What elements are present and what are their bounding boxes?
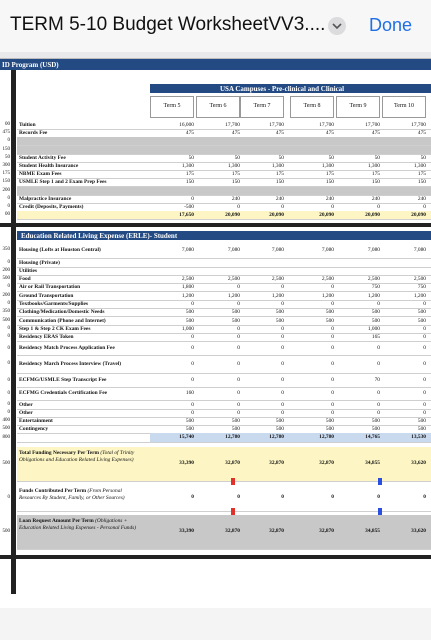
- cell-value[interactable]: 1,200: [413, 292, 426, 299]
- cell-value[interactable]: 0: [191, 344, 194, 351]
- spreadsheet[interactable]: [0, 58, 431, 609]
- cell-value[interactable]: 0: [331, 390, 334, 396]
- bottom-divider: [0, 555, 431, 559]
- term-header: Term 6: [196, 96, 240, 118]
- cell-value[interactable]: 0: [237, 361, 240, 367]
- summary-line: [17, 549, 431, 550]
- cell-value[interactable]: 1,200: [321, 292, 334, 299]
- summary-line: [17, 511, 431, 512]
- row-left-value: 0: [7, 409, 10, 415]
- cell-value[interactable]: 500: [417, 309, 426, 316]
- row-label: Records Fee: [19, 130, 48, 137]
- section-divider: [0, 223, 431, 227]
- row-label: Ground Transportation: [19, 292, 74, 299]
- row-left-value: 200: [2, 292, 10, 298]
- cell-value[interactable]: 0: [191, 361, 194, 367]
- cell-value[interactable]: 500: [231, 317, 240, 324]
- cell-value[interactable]: 500: [325, 417, 334, 424]
- row-left-value: 175: [2, 171, 10, 177]
- summary-title: Loan Request Amount Per Term: [19, 518, 94, 525]
- summary-value[interactable]: 33,390: [179, 528, 194, 535]
- cell-value[interactable]: 240: [275, 195, 284, 202]
- row-left-value: 0: [7, 345, 10, 351]
- row-left-value: 0: [7, 377, 10, 383]
- summary-value[interactable]: 34,855: [365, 460, 380, 467]
- cell-value[interactable]: 150: [371, 179, 380, 186]
- summary-value[interactable]: 33,390: [179, 460, 194, 467]
- cell-value[interactable]: 7,080: [227, 247, 240, 254]
- gray-row: [17, 146, 431, 154]
- cell-value[interactable]: 7,080: [321, 247, 334, 254]
- cell-value[interactable]: 0: [281, 325, 284, 332]
- cell-value[interactable]: 1,200: [181, 292, 194, 299]
- cell-value[interactable]: 0: [281, 390, 284, 396]
- summary-value[interactable]: 32,870: [269, 528, 284, 535]
- cell-value[interactable]: 175: [275, 171, 284, 178]
- cell-value[interactable]: 0: [331, 401, 334, 408]
- title-menu-button[interactable]: [328, 17, 346, 35]
- cell-value[interactable]: 150: [275, 179, 284, 186]
- cell-value[interactable]: 150: [417, 179, 426, 186]
- cell-value[interactable]: 0: [281, 204, 284, 210]
- summary-note: (Obligations + Education Related Living Expenses - Personal Funds): [19, 518, 137, 532]
- term-header: Term 10: [382, 96, 426, 118]
- cell-value[interactable]: 50: [188, 154, 194, 161]
- cell-value[interactable]: 475: [185, 130, 194, 137]
- cell-value[interactable]: 2,500: [181, 276, 194, 283]
- row-label: Food: [19, 276, 31, 283]
- table-row[interactable]: [0, 267, 431, 275]
- cell-value[interactable]: 0: [377, 204, 380, 210]
- cell-value[interactable]: 175: [185, 171, 194, 178]
- cell-value[interactable]: 1,200: [227, 292, 240, 299]
- cell-value[interactable]: 0: [331, 344, 334, 351]
- cell-value[interactable]: 2,500: [367, 276, 380, 283]
- cell-value[interactable]: 240: [417, 195, 426, 202]
- cell-value[interactable]: 0: [237, 204, 240, 210]
- summary-title: Total Funding Necessary Per Term: [19, 450, 99, 457]
- cell-value[interactable]: 70: [374, 376, 380, 383]
- cell-value[interactable]: 0: [423, 361, 426, 367]
- blue-marker: [378, 508, 382, 515]
- row-left-value: 500: [2, 276, 10, 282]
- summary-value[interactable]: 32,870: [319, 528, 334, 535]
- cell-value[interactable]: 7,080: [181, 247, 194, 254]
- summary-value[interactable]: 0: [331, 494, 334, 501]
- cell-value[interactable]: 500: [417, 417, 426, 424]
- row-left-value: 500: [2, 426, 10, 432]
- cell-value[interactable]: 500: [231, 417, 240, 424]
- summary-value[interactable]: 0: [237, 494, 240, 501]
- cell-value[interactable]: 50: [328, 154, 334, 161]
- summary-label: [19, 488, 139, 502]
- summary-value[interactable]: 33,620: [411, 460, 426, 467]
- row-label: ECFMG Credentials Certification Fee: [19, 390, 108, 396]
- row-left-value: 0: [7, 204, 10, 209]
- cell-value[interactable]: 1,000: [367, 325, 380, 332]
- row-left-value: 150: [2, 179, 10, 185]
- row-left-value: 0: [7, 195, 10, 201]
- cell-value[interactable]: 0: [237, 334, 240, 341]
- cell-value[interactable]: 0: [423, 344, 426, 351]
- cell-value[interactable]: 0: [281, 361, 284, 367]
- summary-note: (From Personal Resources By Student, Family, or Other Sources): [19, 488, 125, 502]
- row-label: ECFMG/USMLE Step Transcript Fee: [19, 376, 107, 383]
- cell-value[interactable]: 0: [237, 325, 240, 332]
- cell-value[interactable]: 14,765: [365, 434, 380, 441]
- cell-value[interactable]: 500: [185, 317, 194, 324]
- red-marker: [231, 508, 235, 515]
- cell-value[interactable]: 500: [371, 417, 380, 424]
- cell-value[interactable]: 0: [281, 301, 284, 307]
- cell-value[interactable]: 500: [325, 309, 334, 316]
- cell-value[interactable]: 150: [325, 179, 334, 186]
- red-marker: [231, 478, 235, 485]
- cell-value[interactable]: 0: [377, 344, 380, 351]
- cell-value[interactable]: 2,500: [321, 276, 334, 283]
- cell-value[interactable]: 750: [371, 284, 380, 291]
- cell-value[interactable]: 17,700: [269, 122, 284, 128]
- cell-value[interactable]: 1,300: [367, 163, 380, 169]
- cell-value[interactable]: 0: [423, 334, 426, 341]
- cell-value[interactable]: 1,200: [367, 292, 380, 299]
- row-left-value: 0: [7, 325, 10, 331]
- cell-value[interactable]: 17,700: [225, 122, 240, 128]
- cell-value[interactable]: 16,000: [179, 122, 194, 128]
- row-label: Clothing/Medication/Domestic Needs: [19, 309, 105, 316]
- cell-value[interactable]: 500: [371, 426, 380, 433]
- term-header: Term 8: [290, 96, 334, 118]
- row-left-value: 400: [2, 417, 10, 423]
- row-label: Entertainment: [19, 417, 53, 424]
- cell-value[interactable]: 20,090: [365, 212, 380, 219]
- row-left-value: 800: [2, 435, 10, 441]
- cell-value[interactable]: 175: [231, 171, 240, 178]
- cell-value[interactable]: 13,530: [411, 434, 426, 441]
- cell-value[interactable]: 0: [377, 409, 380, 416]
- cell-value[interactable]: 0: [237, 409, 240, 416]
- cell-value[interactable]: 0: [237, 344, 240, 351]
- cell-value[interactable]: 175: [371, 171, 380, 178]
- cell-value[interactable]: 500: [275, 309, 284, 316]
- row-left-value: 00: [5, 122, 10, 127]
- summary-value[interactable]: 32,870: [269, 460, 284, 467]
- cell-value[interactable]: 0: [331, 204, 334, 210]
- row-left-value: 0: [7, 391, 10, 396]
- table-row[interactable]: [0, 259, 431, 267]
- cell-value[interactable]: 2,500: [227, 276, 240, 283]
- cell-value[interactable]: 0: [237, 301, 240, 307]
- cell-value[interactable]: 1,300: [413, 163, 426, 169]
- row-label: Student Health Insurance: [19, 163, 79, 169]
- row-label: Communication (Phone and Internet): [19, 317, 106, 324]
- summary-line: [17, 481, 431, 482]
- gray-row: [17, 137, 431, 145]
- cell-value[interactable]: 0: [281, 344, 284, 351]
- row-label: Housing (Private): [19, 259, 60, 266]
- cell-value[interactable]: 500: [231, 426, 240, 433]
- cell-value[interactable]: 500: [275, 317, 284, 324]
- row-left-value: 200: [2, 187, 10, 193]
- section-campus-title: USA Campuses - Pre-clinical and Clinical: [220, 85, 345, 93]
- cell-value[interactable]: 0: [281, 401, 284, 408]
- summary-value[interactable]: 32,870: [319, 460, 334, 467]
- cell-value[interactable]: 150: [185, 179, 194, 186]
- row-label: Residency Match Process Application Fee: [19, 344, 115, 351]
- row-line: [17, 442, 431, 443]
- row-label: Residency March Process Interview (Travel): [19, 361, 122, 367]
- cell-value[interactable]: 0: [377, 361, 380, 367]
- row-left-value: 00: [5, 212, 10, 218]
- summary-value[interactable]: 0: [281, 494, 284, 501]
- cell-value[interactable]: 0: [377, 390, 380, 396]
- cell-value[interactable]: 0: [191, 195, 194, 202]
- cell-value[interactable]: 0: [377, 301, 380, 307]
- program-header: [0, 59, 431, 70]
- summary-note: (Total of Trinity Obligations and Education Related Living Expenses): [19, 450, 135, 464]
- cell-value[interactable]: 500: [325, 426, 334, 433]
- summary-left-value: 500: [2, 461, 10, 467]
- cell-value[interactable]: 0: [331, 376, 334, 383]
- cell-value[interactable]: 7,080: [367, 247, 380, 254]
- cell-value[interactable]: 175: [417, 171, 426, 178]
- row-line: [17, 219, 431, 220]
- row-left-value: 350: [2, 309, 10, 315]
- term-header: Term 7: [240, 96, 284, 118]
- row-label: Other: [19, 409, 33, 416]
- row-left-value: 475: [2, 130, 10, 136]
- row-left-value: 0: [7, 138, 10, 144]
- cell-value[interactable]: 12,780: [319, 434, 334, 441]
- cell-value[interactable]: 0: [423, 376, 426, 383]
- row-label: Residency ERAS Token: [19, 334, 74, 341]
- cell-value[interactable]: 0: [423, 390, 426, 396]
- cell-value[interactable]: 0: [191, 334, 194, 341]
- cell-value[interactable]: 0: [237, 284, 240, 291]
- row-label: Textbooks/Garments/Supplies: [19, 301, 88, 307]
- cell-value[interactable]: 50: [234, 154, 240, 161]
- summary-title: Funds Contributed Per Term: [19, 488, 87, 495]
- section-living-title: Education Related Living Expense (ERLE)- Student: [21, 232, 178, 241]
- row-left-value: 0: [7, 361, 10, 366]
- cell-value[interactable]: 1,300: [227, 163, 240, 169]
- cell-value[interactable]: 500: [275, 426, 284, 433]
- cell-value[interactable]: 7,080: [271, 247, 284, 254]
- summary-value[interactable]: 33,620: [411, 528, 426, 535]
- cell-value[interactable]: 500: [185, 426, 194, 433]
- cell-value[interactable]: 0: [377, 401, 380, 408]
- row-left-value: 500: [2, 317, 10, 323]
- cell-value[interactable]: 0: [281, 284, 284, 291]
- cell-value[interactable]: 0: [237, 390, 240, 396]
- summary-value[interactable]: 0: [191, 494, 194, 501]
- cell-value[interactable]: 750: [417, 284, 426, 291]
- summary-value[interactable]: 32,870: [225, 460, 240, 467]
- cell-value[interactable]: 1,800: [181, 284, 194, 291]
- bottom-area: [0, 608, 431, 640]
- row-label: Air or Rail Transportation: [19, 284, 81, 291]
- row-left-value: 50: [5, 154, 10, 160]
- cell-value[interactable]: 175: [325, 171, 334, 178]
- cell-value[interactable]: 240: [371, 195, 380, 202]
- cell-value[interactable]: 2,500: [271, 276, 284, 283]
- row-left-value: 0: [7, 259, 10, 265]
- cell-value[interactable]: 1,300: [181, 163, 194, 169]
- cell-value[interactable]: 1,300: [321, 163, 334, 169]
- section-campus-header: [150, 84, 431, 93]
- cell-value[interactable]: 20,090: [225, 212, 240, 219]
- row-left-value: 200: [2, 267, 10, 273]
- cell-value[interactable]: 0: [281, 409, 284, 416]
- cell-value[interactable]: 0: [423, 204, 426, 210]
- row-left-value: 0: [7, 401, 10, 407]
- cell-value[interactable]: 500: [371, 309, 380, 316]
- cell-value[interactable]: 0: [331, 334, 334, 341]
- cell-value[interactable]: 150: [231, 179, 240, 186]
- summary-value[interactable]: 34,855: [365, 528, 380, 535]
- summary-left-value: 0: [7, 495, 10, 501]
- cell-value[interactable]: 475: [231, 130, 240, 137]
- cell-value[interactable]: 1,200: [271, 292, 284, 299]
- summary-value[interactable]: 32,870: [225, 528, 240, 535]
- cell-value[interactable]: 500: [417, 426, 426, 433]
- cell-value[interactable]: 0: [423, 401, 426, 408]
- cell-value[interactable]: 17,650: [179, 212, 194, 219]
- cell-value[interactable]: 500: [325, 317, 334, 324]
- cell-value[interactable]: 475: [275, 130, 284, 137]
- row-label: Contingency: [19, 426, 49, 433]
- row-label: USMLE Step 1 and 2 Exam Prep Fees: [19, 179, 107, 186]
- cell-value[interactable]: 0: [281, 334, 284, 341]
- program-label: ID Program (USD): [2, 61, 59, 69]
- cell-value[interactable]: 0: [423, 409, 426, 416]
- gray-row: [17, 187, 431, 195]
- row-label: Student Activity Fee: [19, 154, 66, 161]
- cell-value[interactable]: 2,500: [413, 276, 426, 283]
- cell-value[interactable]: 0: [331, 284, 334, 291]
- cell-value[interactable]: -500: [184, 204, 194, 210]
- row-label: Other: [19, 401, 33, 408]
- section-living-header: [17, 231, 431, 240]
- cell-value[interactable]: 12,780: [225, 434, 240, 441]
- cell-value[interactable]: 50: [374, 154, 380, 161]
- cell-value[interactable]: 0: [191, 401, 194, 408]
- cell-value[interactable]: 500: [231, 309, 240, 316]
- cell-value[interactable]: 160: [185, 390, 194, 396]
- cell-value[interactable]: 0: [191, 376, 194, 383]
- row-label: Tuition: [19, 122, 36, 128]
- cell-value[interactable]: 0: [331, 325, 334, 332]
- cell-value[interactable]: 475: [325, 130, 334, 137]
- row-left-value: 0: [7, 334, 10, 340]
- cell-value[interactable]: 0: [191, 409, 194, 416]
- cell-value[interactable]: 0: [237, 376, 240, 383]
- cell-value[interactable]: 17,700: [411, 122, 426, 128]
- top-bar: [0, 0, 431, 52]
- cell-value[interactable]: 165: [371, 334, 380, 341]
- summary-value[interactable]: 0: [377, 494, 380, 501]
- cell-value[interactable]: 475: [371, 130, 380, 137]
- cell-value[interactable]: 17,700: [319, 122, 334, 128]
- cell-value[interactable]: 500: [371, 317, 380, 324]
- cell-value[interactable]: 1,300: [271, 163, 284, 169]
- term-header: Term 9: [336, 96, 380, 118]
- summary-value[interactable]: 0: [423, 494, 426, 501]
- row-label: Credit (Deposits, Payments): [19, 204, 84, 210]
- row-label: NBME Exam Fees: [19, 171, 62, 178]
- row-label: Step 1 & Step 2 CK Exam Fees: [19, 325, 91, 332]
- row-label: Malpractice Insurance: [19, 195, 72, 202]
- cell-value[interactable]: 0: [331, 409, 334, 416]
- cell-value[interactable]: 0: [281, 376, 284, 383]
- cell-value[interactable]: 500: [275, 417, 284, 424]
- summary-label: [19, 450, 139, 464]
- row-label: Housing (Lofts at Houston Central): [19, 247, 101, 254]
- cell-value[interactable]: 17,700: [365, 122, 380, 128]
- cell-value[interactable]: 500: [185, 309, 194, 316]
- row-left-value: 350: [2, 247, 10, 253]
- cell-value[interactable]: 20,090: [319, 212, 334, 219]
- cell-value[interactable]: 12,780: [269, 434, 284, 441]
- cell-value[interactable]: 50: [420, 154, 426, 161]
- cell-value[interactable]: 20,090: [269, 212, 284, 219]
- row-label: Utilities: [19, 267, 37, 274]
- cell-value[interactable]: 0: [191, 301, 194, 307]
- cell-value[interactable]: 0: [331, 301, 334, 307]
- done-button[interactable]: Done: [369, 15, 413, 35]
- cell-value[interactable]: 0: [423, 325, 426, 332]
- cell-value[interactable]: 240: [325, 195, 334, 202]
- blue-marker: [378, 478, 382, 485]
- cell-value[interactable]: 475: [417, 130, 426, 137]
- cell-value[interactable]: 0: [331, 361, 334, 367]
- row-left-value: 150: [2, 146, 10, 152]
- row-left-value: 300: [2, 163, 10, 168]
- cell-value[interactable]: 500: [417, 317, 426, 324]
- cell-value[interactable]: 500: [185, 417, 194, 424]
- cell-value[interactable]: 0: [237, 401, 240, 408]
- document-title: TERM 5-10 Budget WorksheetVV3....: [10, 14, 326, 35]
- row-left-value: 0: [7, 301, 10, 306]
- chevron-down-icon: [332, 22, 342, 30]
- cell-value[interactable]: 0: [423, 301, 426, 307]
- cell-value[interactable]: 20,090: [411, 212, 426, 219]
- cell-value[interactable]: 7,080: [413, 247, 426, 254]
- summary-label: [19, 518, 139, 532]
- cell-value[interactable]: 1,000: [181, 325, 194, 332]
- summary-left-value: 500: [2, 529, 10, 535]
- cell-value[interactable]: 15,740: [179, 434, 194, 441]
- cell-value[interactable]: 50: [278, 154, 284, 161]
- row-left-value: 0: [7, 284, 10, 290]
- term-header: Term 5: [150, 96, 194, 118]
- cell-value[interactable]: 240: [231, 195, 240, 202]
